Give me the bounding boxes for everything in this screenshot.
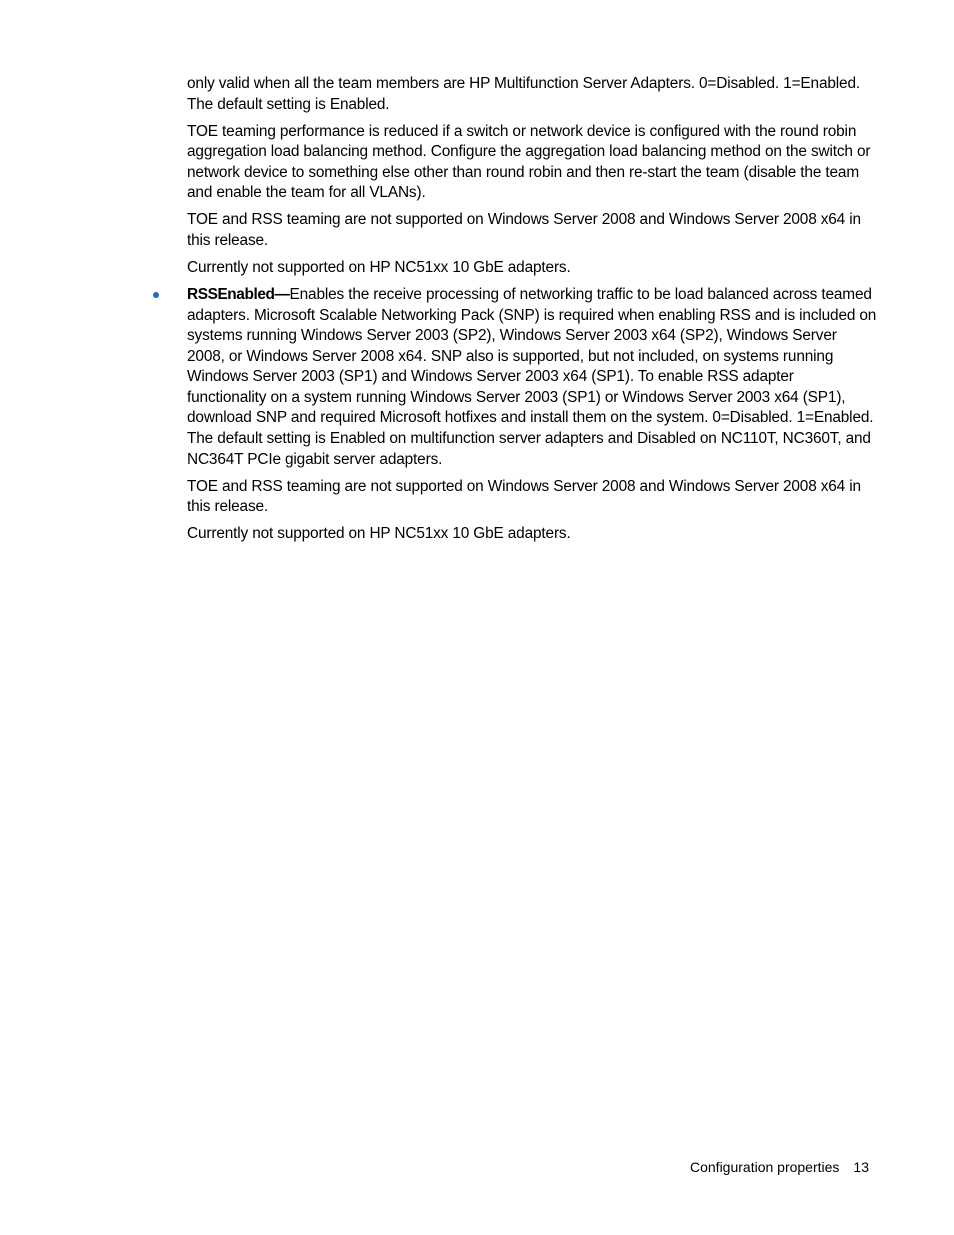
toe-performance-note: TOE teaming performance is reduced if a switch or network device is configured with the round robin aggregation load balancing method. Configure the aggregation load balancing method on the switch or network device to something else other than round robin and then re-start the team (disable the team and enable the team for all VLANs). [187,122,871,202]
footer-section-title: Configuration properties [690,1159,840,1175]
rss-enabled-description: Enables the receive processing of networking traffic to be load balanced across teamed adapters. Microsoft Scalable Networking Pack (SNP) is required when enabling RSS and is included on systems running Windows Server 2003 (SP2), Windows Server 2003 x64 (SP2), Windows Server 2008, or Windows Server 2008 x64. SNP also is supported, but not included, on systems running Windows Server 2003 (SP1) and Windows Server 2003 x64 (SP1). To enable RSS adapter functionality on a system running Windows Server 2003 (SP1) or Windows Server 2003 x64 (SP1), download SNP and required Microsoft hotfixes and install them on the system. 0=Disabled. 1=Enabled. The default setting is Enabled on multifunction server adapters and Disabled on NC110T, NC360T, and NC364T PCIe gigabit server adapters. [187,285,877,468]
page-number: 13 [853,1159,869,1175]
rss-enabled-list-item [187,285,877,470]
teaming-support-note: TOE and RSS teaming are not supported on Windows Server 2008 and Windows Server 2008 x64 in this release. [187,211,861,249]
rss-enabled-term: RSSEnabled— [187,285,290,303]
continued-paragraph: only valid when all the team members are HP Multifunction Server Adapters. 0=Disabled. 1=Enabled. The default setting is Enabled. [187,75,860,113]
bullet-icon [153,292,159,298]
rss-teaming-support-note: TOE and RSS teaming are not supported on Windows Server 2008 and Windows Server 2008 x64 in this release. [187,477,861,516]
document-body [187,74,877,551]
adapter-support-note: Currently not supported on HP NC51xx 10 GbE adapters. [187,258,571,276]
rss-adapter-support-note: Currently not supported on HP NC51xx 10 GbE adapters. [187,525,571,543]
page-footer [690,1158,869,1176]
